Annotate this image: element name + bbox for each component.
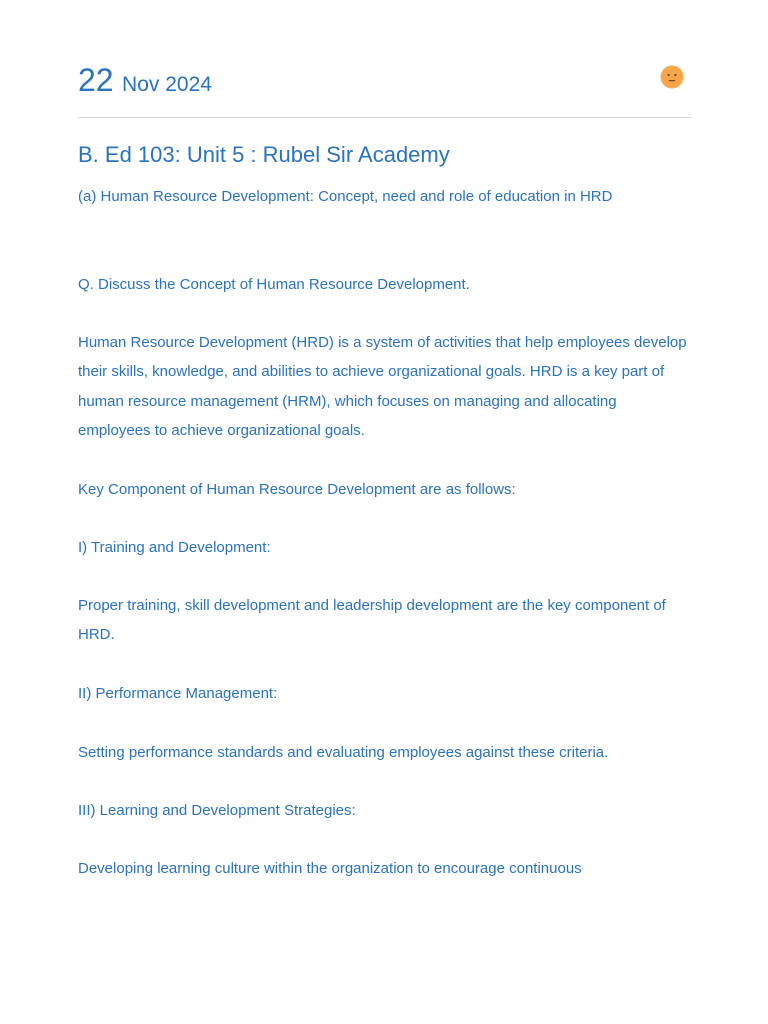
components-heading: Key Component of Human Resource Development are as follows: (78, 481, 516, 498)
component-heading-learning: III) Learning and Development Strategies: (78, 802, 356, 819)
component-text-performance: Setting performance standards and evaluating employees against these criteria. (78, 744, 609, 761)
component-heading-performance: II) Performance Management: (78, 685, 278, 702)
date-day: 22 (78, 62, 114, 98)
component-heading-training: I) Training and Development: (78, 539, 271, 556)
component-text-learning: Developing learning culture within the organization to encourage continuous (78, 860, 582, 877)
date-month-year: Nov 2024 (122, 73, 212, 96)
entry-date (78, 60, 212, 105)
post-title: B. Ed 103: Unit 5 : Rubel Sir Academy (78, 142, 450, 167)
post-subtitle: (a) Human Resource Development: Concept, need and role of education in HRD (78, 188, 613, 205)
question-text: Q. Discuss the Concept of Human Resource Development. (78, 276, 470, 293)
journal-page (78, 0, 692, 877)
intro-paragraph: Human Resource Development (HRD) is a system of activities that help employees develop their skills, knowledge, and abilities to achieve organizational goals. HRD is a key part of human resource management (HRM), which focuses on managing and allocating employees to achieve organizational goals. (78, 334, 687, 440)
component-text-training: Proper training, skill development and leadership development are the key component of HRD. (78, 597, 666, 644)
neutral-face-icon[interactable] (660, 65, 684, 89)
entry-header (78, 0, 692, 118)
